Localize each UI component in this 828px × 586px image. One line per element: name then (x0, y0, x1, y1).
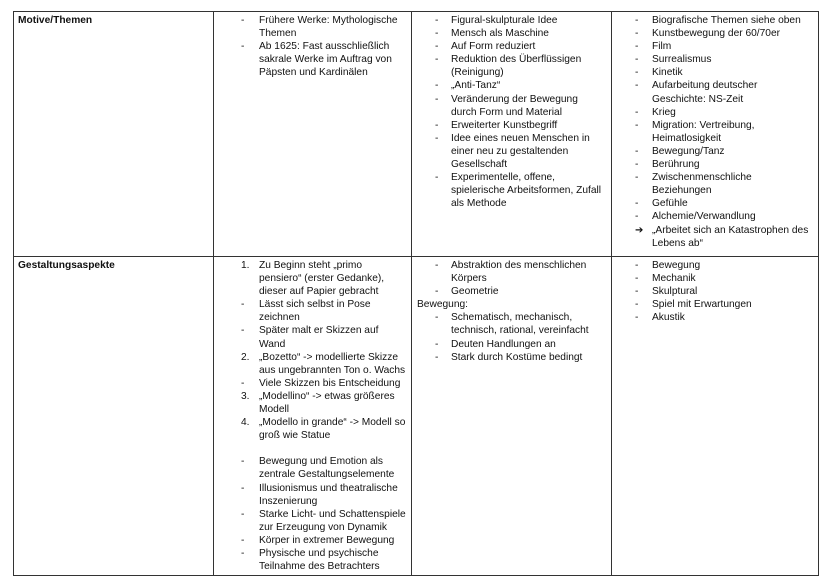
list-marker: - (241, 547, 245, 559)
list-item (617, 272, 813, 285)
list-item-text: „Arbeitet sich an Katastrophen des Lebens ab“ (652, 224, 809, 249)
list-item-text: Auf Form reduziert (451, 41, 536, 53)
arrow-right-icon: ➔ (635, 224, 644, 236)
list-marker: - (435, 132, 439, 144)
list-item (219, 298, 406, 324)
list-marker: - (435, 80, 439, 92)
list-item (417, 93, 606, 119)
list-item (417, 311, 606, 337)
cell-col4 (612, 12, 819, 257)
list-item (617, 53, 813, 66)
list-item (219, 259, 406, 298)
list-marker: - (241, 377, 245, 389)
list-item-text: Illusionismus und theatralische Inszenierung (259, 482, 398, 507)
list-item (617, 14, 813, 27)
list-heading: Bewegung: (417, 299, 468, 311)
list-item-text: Mensch als Maschine (451, 28, 549, 40)
list-item (219, 442, 406, 455)
list-item-text: Figural-skulpturale Idee (451, 15, 558, 26)
list-item-text: Bewegung (652, 260, 701, 271)
list-item-text: Kinetik (652, 67, 683, 79)
list-marker: - (435, 28, 439, 40)
list-marker: - (635, 28, 639, 40)
list-item-text: Geometrie (451, 286, 499, 298)
list-marker: - (435, 312, 439, 324)
list-marker: 1. (241, 260, 250, 271)
list-item (219, 351, 406, 377)
cell-col2 (214, 12, 412, 257)
list-marker: - (635, 273, 639, 285)
row-label: Motive/Themen (14, 12, 214, 257)
list-item (219, 40, 406, 79)
list-item (617, 119, 813, 145)
list-marker: - (241, 41, 245, 53)
list-item (417, 53, 606, 79)
list-item (417, 285, 606, 298)
list-item (617, 158, 813, 171)
list-item (219, 508, 406, 534)
list-item (617, 171, 813, 197)
list-marker: - (635, 198, 639, 210)
list-item (417, 119, 606, 132)
list-item-text: Viele Skizzen bis Entscheidung (259, 377, 401, 389)
list-marker: - (241, 15, 245, 26)
list-item (219, 482, 406, 508)
list-item (617, 66, 813, 79)
list-item-text: Frühere Werke: Mythologische Themen (259, 15, 398, 40)
list-marker: - (635, 67, 639, 79)
list-item-text: Skulptural (652, 286, 698, 298)
list-marker: - (435, 119, 439, 131)
list-item (219, 390, 406, 416)
list-item (617, 27, 813, 40)
list-item (417, 259, 606, 285)
list-item-text: Deuten Handlungen an (451, 338, 556, 350)
list-marker: - (435, 172, 439, 184)
list-marker: - (241, 534, 245, 546)
list-marker: - (241, 299, 245, 311)
list-item-text: Abstraktion des menschlichen Körpers (451, 260, 587, 285)
list-item (417, 338, 606, 351)
list-item-text: Film (652, 41, 672, 53)
list-item-text: „Anti-Tanz“ (451, 80, 501, 92)
list-marker: - (435, 93, 439, 105)
list-item (417, 40, 606, 53)
list-marker: - (635, 15, 639, 26)
list-marker: - (635, 172, 639, 184)
list-marker: - (435, 351, 439, 363)
list-item (417, 132, 606, 171)
list-item-text: Biografische Themen siehe oben (652, 15, 801, 26)
list-marker: - (635, 80, 639, 92)
list-marker: - (635, 119, 639, 131)
list-item-text: Stark durch Kostüme bedingt (451, 351, 583, 363)
list-item-text: Zwischenmenschliche Beziehungen (652, 172, 752, 197)
list-item (219, 534, 406, 547)
list-item-text: Physische und psychische Teilnahme des Betrachters (259, 547, 380, 573)
list-item (617, 298, 813, 311)
list-item-text: Berührung (652, 159, 700, 171)
list-item (617, 106, 813, 119)
list-item (417, 27, 606, 40)
list-item (617, 259, 813, 272)
list-item (417, 298, 606, 311)
list-item (617, 197, 813, 210)
list-item-text: Bewegung und Emotion als zentrale Gestaltungselemente (259, 456, 395, 481)
list-marker: - (635, 159, 639, 171)
list-item-text: „Bozetto“ -> modellierte Skizze aus ungebrannten Ton o. Wachs (259, 351, 406, 376)
list-marker: - (241, 482, 245, 494)
list-item (617, 79, 813, 105)
list-item (617, 285, 813, 298)
list-item-text: Spiel mit Erwartungen (652, 299, 752, 311)
list-marker: 3. (241, 390, 250, 402)
list-item-text: Starke Licht- und Schattenspiele zur Erzeugung von Dynamik (259, 508, 406, 533)
list-item (219, 377, 406, 390)
list-marker: - (435, 338, 439, 350)
list-marker: - (635, 145, 639, 157)
list-item (617, 40, 813, 53)
list-item-text: Schematisch, mechanisch, technisch, rational, vereinfacht (451, 312, 589, 337)
list-item-text: Migration: Vertreibung, Heimatlosigkeit (652, 119, 755, 144)
list-item (417, 351, 606, 364)
row-label: Gestaltungsaspekte (14, 257, 214, 576)
list-marker: - (435, 260, 439, 271)
list-item (417, 171, 606, 210)
list-item (219, 14, 406, 40)
list-item-text: „Modello in grande“ -> Modell so groß wie Statue (259, 417, 406, 442)
list-item-text: Akustik (652, 312, 685, 324)
list-item (219, 455, 406, 481)
list-marker: - (435, 41, 439, 53)
list-marker: 4. (241, 417, 250, 429)
list-item-text: Surrealismus (652, 54, 712, 66)
list-item-text: Kunstbewegung der 60/70er (652, 28, 781, 40)
list-item (219, 416, 406, 442)
comparison-table (13, 11, 819, 576)
list-item-text: Später malt er Skizzen auf Wand (259, 325, 379, 350)
list-marker: - (635, 106, 639, 118)
list-item-text: „Modellino“ -> etwas größeres Modell (259, 390, 395, 416)
cell-col3 (412, 12, 612, 257)
list-item-text: Idee eines neuen Menschen in einer neu zu gestaltenden Gesellschaft (451, 132, 590, 171)
list-item-text: Krieg (652, 106, 676, 118)
cell-col2 (214, 257, 412, 576)
list-item-text: Experimentelle, offene, spielerische Arbeitsformen, Zufall als Methode (451, 172, 602, 210)
list-marker: - (635, 211, 639, 223)
list-item-text: Körper in extremer Bewegung (259, 534, 395, 546)
list-item-text: Aufarbeitung deutscher Geschichte: NS-Zeit (652, 80, 758, 105)
list-item-text: Ab 1625: Fast ausschließlich sakrale Werke im Auftrag von Päpsten und Kardinälen (259, 41, 392, 79)
list-item-text: Gefühle (652, 198, 688, 210)
list-item-text: Erweiterter Kunstbegriff (451, 119, 558, 131)
list-item-text: Reduktion des Überflüssigen (Reinigung) (451, 54, 582, 79)
list-item (617, 311, 813, 324)
list-item (617, 210, 813, 223)
list-item (219, 324, 406, 350)
list-item (417, 79, 606, 92)
list-marker: - (635, 54, 639, 66)
list-marker: - (635, 312, 639, 324)
list-item-text: Lässt sich selbst in Pose zeichnen (259, 299, 371, 324)
list-item (219, 547, 406, 573)
list-marker: - (241, 456, 245, 468)
list-item (617, 224, 813, 250)
list-marker: - (635, 41, 639, 53)
list-marker: 2. (241, 351, 250, 363)
list-marker: - (435, 286, 439, 298)
cell-col3 (412, 257, 612, 576)
list-item-text: Veränderung der Bewegung durch Form und Material (451, 93, 578, 118)
list-marker: - (435, 54, 439, 66)
table-row-motive (14, 12, 819, 257)
list-marker: - (635, 260, 639, 271)
table-row-gestaltung (14, 257, 819, 576)
list-item-text: Bewegung/Tanz (652, 145, 725, 157)
list-item (417, 14, 606, 27)
list-marker: - (635, 299, 639, 311)
list-item-text: Alchemie/Verwandlung (652, 211, 756, 223)
list-item (617, 145, 813, 158)
list-marker: - (435, 15, 439, 26)
list-item-text: Zu Beginn steht „primo pensiero“ (erster Gedanke), dieser auf Papier gebracht (259, 260, 385, 298)
list-item-text: Mechanik (652, 273, 696, 285)
list-marker: - (241, 325, 245, 337)
cell-col4 (612, 257, 819, 576)
list-marker: - (635, 286, 639, 298)
list-marker: - (241, 508, 245, 520)
